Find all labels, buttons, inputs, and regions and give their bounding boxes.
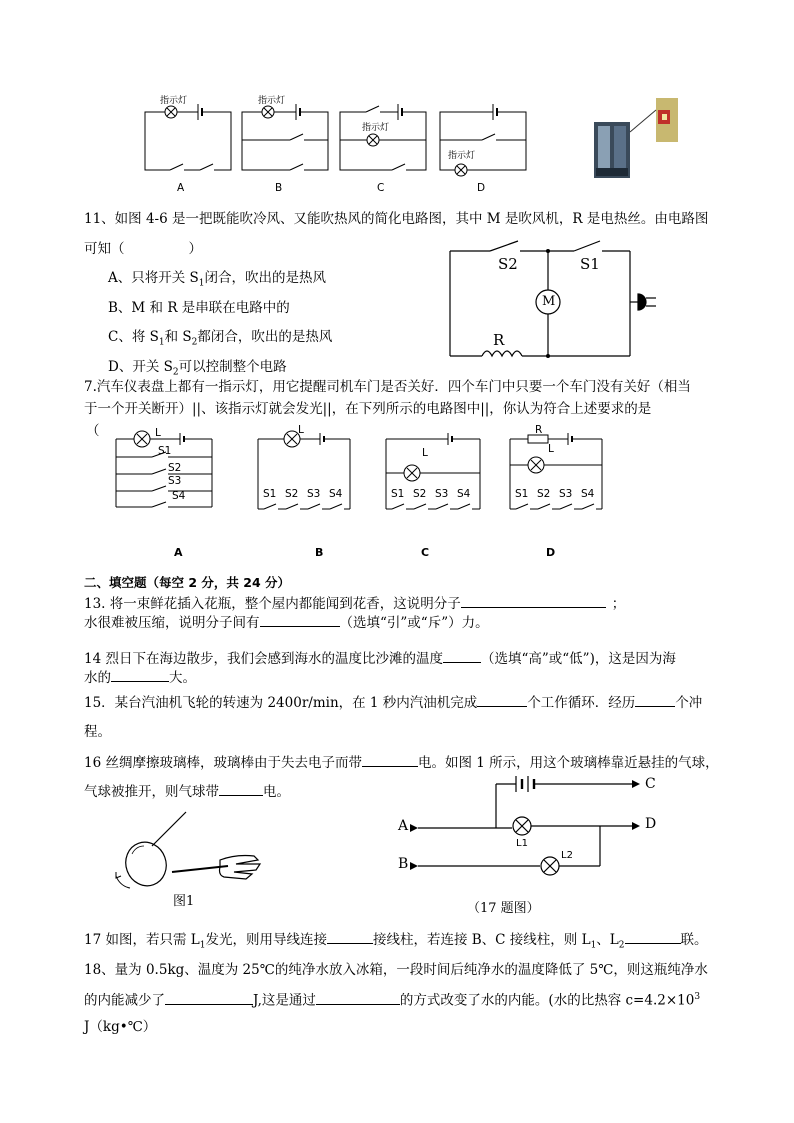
fig17-label-b: B [398,856,409,872]
q7-c-s2: S2 [413,488,427,500]
q7-c-s1: S1 [391,488,405,500]
q18-line-2: 的内能减少了 J,这是通过 的方式改变了水的内能。(水的比热容 $c=4.2\times 10^3$ [84,987,700,1011]
q7-option-d: D [546,546,556,559]
q7-circuit-a [116,431,212,507]
top-option-d: D [477,182,486,194]
fig17-label-l1: L1 [516,838,528,849]
q15-line-1: 15．某台汽油机飞轮的转速为 2400r/min，在 1 秒内汽油机完成 个工作循环．经历 个冲 [84,692,702,713]
q7-line-1: 7.汽车仪表盘上都有一指示灯，用它提醒司机车门是否关好．四个车门中只要一个车门没有关好（相当 [84,379,691,395]
top-circuits-figure [130,88,550,198]
q18-blank-1[interactable] [165,990,253,1005]
q13-line-2: 水很难被压缩，说明分子间有 （选填“引”或“斥”）力。 [84,612,489,633]
top-option-b: B [275,182,283,194]
q11-option-a: A、只将开关 $S_1$闭合，吹出的是热风 [108,270,327,289]
fig17-label-c: C [645,776,656,792]
q7-d-s3: S3 [559,488,573,500]
q14-blank-1[interactable] [443,648,481,663]
q11-stem-2: 可知（ ） [84,241,202,257]
fig1-caption: 图1 [173,894,195,909]
q7-a-s1: S1 [158,445,172,457]
q15-blank-1[interactable] [477,692,527,707]
top-circuit-b [242,104,328,170]
top-circuit-a [145,104,231,170]
q7-line-2: 于一个开关断开）||、该指示灯就会发光||，在下列所示的电路图中||，你认为符合上述要求的是 [84,401,652,417]
q7-option-b: B [315,546,324,559]
q14-line-2: 水的 大。 [84,667,196,688]
q7-b-s1: S1 [263,488,277,500]
q16-blank-1[interactable] [362,752,418,767]
q7-option-a: A [174,546,183,559]
q17-blank-2[interactable] [625,929,681,944]
q17-blank-1[interactable] [327,929,373,944]
q7-a-s3: S3 [168,475,182,487]
dashboard-photo [594,96,686,180]
q13-blank-1[interactable] [461,593,606,608]
q7-c-s3: S3 [435,488,449,500]
q16-line-2: 气球被推开，则气球带 电。 [84,781,290,802]
lamp-label-a: 指示灯 [160,96,188,106]
q7-option-c: C [421,546,430,559]
q13-blank-2[interactable] [260,612,340,627]
q7-b-s4: S4 [329,488,343,500]
q7-a-s4: S4 [172,490,186,502]
q18-line-3: J（kg•℃） [84,1019,157,1035]
q13-line-1: 13. 将一束鲜花插入花瓶，整个屋内都能闻到花香，这说明分子 ； [84,593,625,614]
q7-c-l: L [422,447,428,459]
q7-a-l: L [155,427,161,439]
q7-b-l: L [298,424,304,436]
top-option-a: A [177,182,185,194]
q7-c-s4: S4 [457,488,471,500]
q14-line-1: 14 烈日下在海边散步，我们会感到海水的温度比沙滩的温度 （选填“高”或“低”)，这是因为海 [84,648,676,669]
lamp-label-d: 指示灯 [448,151,476,161]
top-circuit-d [440,104,526,176]
q11-option-b: B、M 和 R 是串联在电路中的 [108,300,290,316]
q7-d-s2: S2 [537,488,551,500]
fig17-label-l2: L2 [561,850,573,861]
top-option-c: C [377,182,385,194]
q18-line-1: 18、量为 0.5kg、温度为 25℃的纯净水放入冰箱，一段时间后纯净水的温度降低了 5℃，则这瓶纯净水 [84,962,708,978]
q16-line-1: 16 丝绸摩擦玻璃棒，玻璃棒由于失去电子而带 电。如图 1 所示，用这个玻璃棒靠近悬挂的气球， [84,752,719,773]
lamp-label-c: 指示灯 [362,123,390,133]
q11-s1-label: S1 [580,255,600,273]
q14-blank-2[interactable] [111,667,169,682]
q15-line-2: 程。 [84,724,111,740]
top-circuit-c [340,104,426,170]
q11-s2-label: S2 [498,255,518,273]
fig1-balloon-rod [110,808,270,890]
q15-blank-2[interactable] [635,692,675,707]
q7-line-3: （ [86,423,100,439]
q7-b-s2: S2 [285,488,299,500]
q18-blank-2[interactable] [316,990,400,1005]
q7-d-s1: S1 [515,488,529,500]
lamp-label-b: 指示灯 [258,96,286,106]
q11-m-label: M [542,294,556,309]
section-2-heading: 二、填空题（每空 2 分，共 24 分） [84,575,291,590]
q7-d-s4: S4 [581,488,595,500]
q17-line: 17 如图，若只需 $L_1$发光，则用导线连接 接线柱，若连接 B、C 接线柱，则 $L_1$、$L_2$ 联。 [84,929,708,956]
q7-a-s2: S2 [168,462,182,474]
q7-d-r: R [535,424,543,436]
q7-b-s3: S3 [307,488,321,500]
q11-r-label: R [493,331,505,349]
fig17-label-a: A [398,818,409,834]
q11-stem-1: 11、如图 4-6 是一把既能吹冷风、又能吹热风的简化电路图，其中 M 是吹风机，R 是电热丝。由电路图 [84,211,709,227]
q11-option-d: D、开关 $S_2$可以控制整个电路 [108,359,287,378]
q7-d-l: L [548,443,554,455]
fig17-label-d: D [645,816,657,832]
q11-option-c: C、将 $S_1$和 $S_2$都闭合，吹出的是热风 [108,329,333,348]
fig17-caption: （17 题图） [467,901,540,916]
fig17-circuit [396,770,656,880]
q7-circuits-figure [108,425,608,525]
q16-blank-2[interactable] [219,781,263,796]
